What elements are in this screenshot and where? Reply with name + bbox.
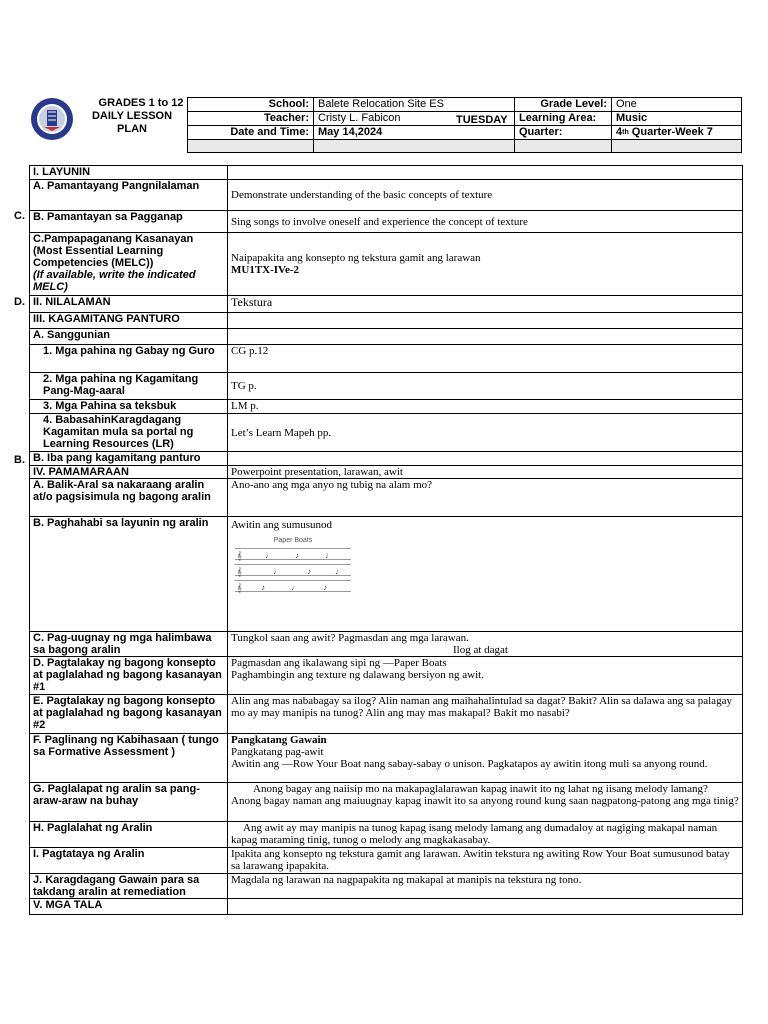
pagtalakay-1-value: Pagmasdan ang ikalawang sipi ng —Paper Boats Paghambingin ang texture ng dalawang bersiyon ng awit. bbox=[228, 657, 743, 695]
area-label: Learning Area: bbox=[515, 112, 612, 126]
teksbuk-value: LM p. bbox=[228, 400, 743, 414]
karagdagang-gawain-label: J. Karagdagang Gawain para sa takdang aralin at remediation bbox=[30, 874, 228, 899]
plan-title bbox=[76, 97, 188, 136]
gabay-guro-value: CG p.12 bbox=[228, 345, 743, 373]
pagtalakay-1-label: D. Pagtalakay ng bagong konsepto at paglalahad ng bagong kasanayan #1 bbox=[30, 657, 228, 695]
paglinang-label: F. Paglinang ng Kabihasaan ( tungo sa Formative Assessment ) bbox=[30, 734, 228, 783]
deped-seal-icon bbox=[30, 97, 74, 141]
quarter-label: Quarter: bbox=[515, 126, 612, 140]
sanggunian-label: A. Sanggunian bbox=[30, 329, 228, 345]
plan-title-line1: GRADES 1 to 12 bbox=[98, 97, 184, 109]
iba-pang-kagamitan-label: B. Iba pang kagamitang panturo bbox=[30, 452, 228, 466]
day-label: TUESDAY bbox=[456, 114, 508, 126]
quarter-value: 4th Quarter-Week 7 bbox=[612, 126, 742, 140]
pagtalakay-2-value: Alin ang mas nababagay sa ilog? Alin naman ang maihahalintulad sa dagat? Bakit? Alin sa dalawa ang sa palagay mo ay may manipis na tunog? Alin ang may mas makapal? Bakit mo nasabi? bbox=[228, 695, 743, 734]
paglalapat-value: Anong bagay ang naiisip mo na makapaglalarawan kapag inawit ito ng lahat ng iisang melody lamang? Anong bagay naman ang maiuugnay kapag inawit ito sa anyong round kung saan nagpatong-patong ang mga tinig? bbox=[228, 783, 743, 822]
kagamitan-heading: III. KAGAMITANG PANTURO bbox=[30, 313, 228, 329]
pamamaraan-value: Powerpoint presentation, larawan, awit bbox=[228, 466, 743, 479]
side-letter-c: C. bbox=[14, 210, 25, 222]
mga-tala-heading: V. MGA TALA bbox=[30, 899, 228, 915]
side-letter-b: B. bbox=[14, 454, 25, 466]
paglinang-value: Pangkatang Gawain Pangkatang pag-awit Awitin ang —Row Your Boat nang sabay-sabay o unison. Pagkatapos ay awitin itong muli sa anyong round. bbox=[228, 734, 743, 783]
balik-aral-value: Ano-ano ang mga anyo ng tubig na alam mo? bbox=[228, 479, 743, 517]
pagtalakay-2-label: E. Pagtalakay ng bagong konsepto at paglalahad ng bagong kasanayan #2 bbox=[30, 695, 228, 734]
teacher-label: Teacher: bbox=[188, 112, 314, 126]
paglalahat-label: H. Paglalahat ng Aralin bbox=[30, 822, 228, 848]
teksbuk-label: 3. Mga Pahina sa teksbuk bbox=[30, 400, 228, 414]
grade-label: Grade Level: bbox=[515, 98, 612, 112]
pamamaraan-heading: IV. PAMAMARAAN bbox=[30, 466, 228, 479]
pamantayang-pangnilalaman-value: Demonstrate understanding of the basic concepts of texture bbox=[228, 180, 743, 211]
paghahabi-value: Awitin ang sumusunod Paper Boats 𝄞 ♩ ♪ ♩ 𝄞 ♩ ♪ ♩ 𝄞 ♪ ♩ ♪ bbox=[228, 517, 743, 632]
learning-resources-value: Let’s Learn Mapeh pp. bbox=[228, 414, 743, 452]
balik-aral-label: A. Balik-Aral sa nakaraang aralin at/o pagsisimula ng bagong aralin bbox=[30, 479, 228, 517]
date-value: May 14,2024 bbox=[314, 126, 515, 140]
learning-resources-label: 4. BabasahinKaragdagang Kagamitan mula sa portal ng Learning Resources (LR) bbox=[30, 414, 228, 452]
school-value: Balete Relocation Site ES bbox=[314, 98, 515, 112]
school-label: School: bbox=[188, 98, 314, 112]
kagamitang-mag-aaral-value: TG p. bbox=[228, 373, 743, 400]
pagtataya-label: I. Pagtataya ng Aralin bbox=[30, 848, 228, 874]
karagdagang-gawain-value: Magdala ng larawan na nagpapakita ng makapal at manipis na tekstura ng tono. bbox=[228, 874, 743, 899]
area-value: Music bbox=[612, 112, 742, 126]
pag-uugnay-label: C. Pag-uugnay ng mga halimbawa sa bagong aralin bbox=[30, 632, 228, 657]
nilalaman-value: Tekstura bbox=[228, 296, 743, 313]
plan-title-line2: DAILY LESSON bbox=[91, 110, 173, 122]
song-title: Paper Boats bbox=[273, 537, 313, 544]
nilalaman-heading: II. NILALAMAN bbox=[30, 296, 228, 313]
melc-label: C.Pampapaganang Kasanayan (Most Essential Learning Competencies (MELC)) (If available, write the indicated MELC) bbox=[30, 233, 228, 296]
grade-value: One bbox=[612, 98, 742, 112]
pamantayang-pangnilalaman-label: A. Pamantayang Pangnilalaman bbox=[30, 180, 228, 211]
gabay-guro-label: 1. Mga pahina ng Gabay ng Guro bbox=[30, 345, 228, 373]
side-letter-d: D. bbox=[14, 296, 25, 308]
kagamitang-mag-aaral-label: 2. Mga pahina ng Kagamitang Pang-Mag-aaral bbox=[30, 373, 228, 400]
teacher-value: Cristy L. Fabicon bbox=[314, 112, 515, 126]
layunin-heading: I. LAYUNIN bbox=[30, 166, 228, 180]
paglalapat-label: G. Paglalapat ng aralin sa pang-araw-araw na buhay bbox=[30, 783, 228, 822]
plan-title-line3: PLAN bbox=[117, 123, 147, 135]
melc-value: Naipapakita ang konsepto ng tekstura gamit ang larawan MU1TX-IVe-2 bbox=[228, 233, 743, 296]
pagtataya-value: Ipakita ang konsepto ng tekstura gamit ang larawan. Awitin tekstura ng awiting Row Your Boat sumusunod batay sa larawang ipapakita. bbox=[228, 848, 743, 874]
date-label: Date and Time: bbox=[188, 126, 314, 140]
pag-uugnay-value: Tungkol saan ang awit? Pagmasdan ang mga larawan. Ilog at dagat bbox=[228, 632, 743, 657]
song-sheet-image bbox=[231, 537, 355, 609]
paghahabi-label: B. Paghahabi sa layunin ng aralin bbox=[30, 517, 228, 632]
music-staff: 𝄞 ♩ ♪ ♩ bbox=[235, 548, 351, 560]
music-staff: 𝄞 ♩ ♪ ♩ bbox=[235, 564, 351, 576]
music-staff: 𝄞 ♪ ♩ ♪ bbox=[235, 580, 351, 592]
paglalahat-value: Ang awit ay may manipis na tunog kapag isang melody lamang ang dumadaloy at nagiging makapal naman kapag maraming tinig, tunog o melody ang magkakasabay. bbox=[228, 822, 743, 848]
pamantayan-pagganap-value: Sing songs to involve oneself and experience the concept of texture bbox=[228, 211, 743, 233]
pamantayan-pagganap-label: B. Pamantayan sa Pagganap bbox=[30, 211, 228, 233]
lesson-plan-table bbox=[29, 165, 743, 915]
document-header bbox=[0, 0, 768, 160]
